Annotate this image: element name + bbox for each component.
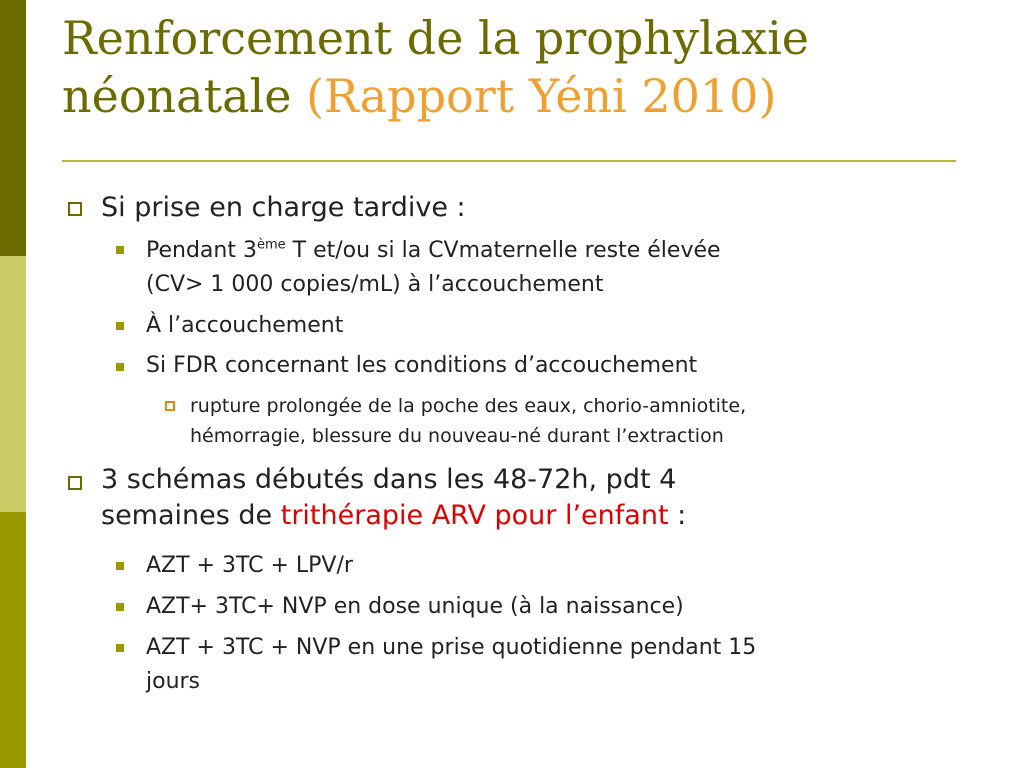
bullet-rupture (190, 391, 746, 451)
filled-square-bullet-icon (116, 322, 124, 330)
title-accent: (Rapport Yéni 2010) (306, 68, 777, 123)
text: semaines de (101, 500, 281, 531)
text: T et/ou si la CVmaternelle reste élevée (285, 238, 721, 263)
title-line2-main: néonatale (62, 68, 292, 123)
text: : (668, 500, 687, 531)
text: (CV> 1 000 copies/mL) à l’accouchement (146, 272, 604, 297)
text: AZT + 3TC + NVP en une prise quotidienne pendant 15 (146, 635, 757, 660)
square-bullet-icon (68, 476, 82, 490)
filled-square-bullet-icon (116, 562, 124, 570)
filled-square-bullet-icon (116, 603, 124, 611)
bullet-regimen-2: AZT+ 3TC+ NVP en dose unique (à la naissance) (146, 594, 684, 619)
text: rupture prolongée de la poche des eaux, chorio-amniotite, (190, 395, 747, 417)
text: jours (146, 669, 201, 694)
bullet-third-trimester (146, 234, 721, 302)
filled-square-bullet-icon (116, 246, 124, 254)
highlight-text: trithérapie ARV pour l’enfant (280, 500, 669, 531)
bullet-regimen-1: AZT + 3TC + LPV/r (146, 553, 353, 578)
bullet-three-regimens (101, 462, 686, 534)
square-bullet-icon (68, 202, 82, 216)
title-line1: Renforcement de la prophylaxie (62, 11, 810, 65)
text: hémorragie, blessure du nouveau-né durant l’extraction (190, 425, 724, 447)
bullet-regimen-3 (146, 631, 756, 699)
filled-square-bullet-icon (116, 363, 124, 371)
bullet-at-delivery: À l’accouchement (146, 313, 344, 338)
bullet-risk-factors: Si FDR concernant les conditions d’accouchement (146, 353, 698, 378)
text: Pendant 3 (146, 238, 257, 263)
bullet-late-care: Si prise en charge tardive : (101, 192, 466, 223)
text: 3 schémas débutés dans les 48-72h, pdt 4 (101, 464, 677, 495)
filled-square-bullet-icon (116, 644, 124, 652)
hollow-square-bullet-icon (165, 401, 175, 411)
superscript: ème (256, 237, 286, 253)
